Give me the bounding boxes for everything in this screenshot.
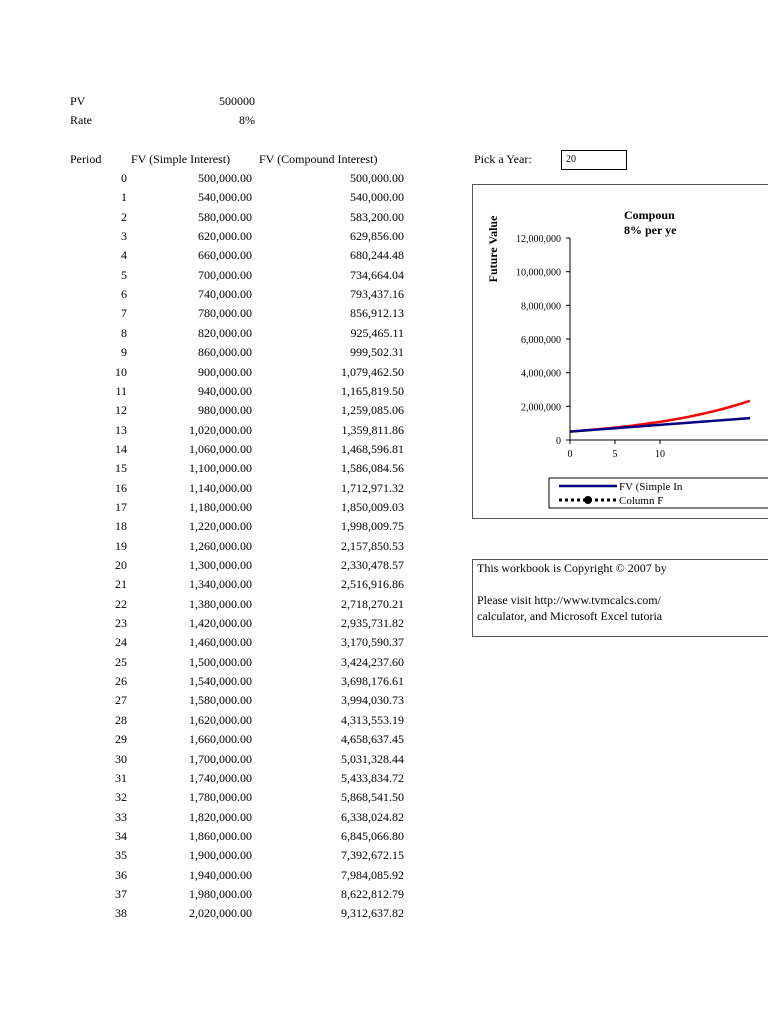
fv-compound-cell[interactable]: 1,165,819.50 — [341, 383, 404, 398]
fv-simple-cell[interactable]: 620,000.00 — [198, 229, 252, 244]
fv-compound-cell[interactable]: 1,998,009.75 — [341, 519, 404, 534]
period-cell[interactable]: 4 — [121, 248, 127, 263]
fv-simple-cell[interactable]: 1,260,000.00 — [189, 538, 252, 553]
fv-compound-cell[interactable]: 999,502.31 — [350, 345, 404, 360]
period-cell[interactable]: 20 — [115, 558, 127, 572]
header-fv-compound: FV (Compound Interest) — [259, 152, 378, 166]
chart-legend[interactable] — [549, 478, 768, 508]
fv-simple-cell[interactable]: 820,000.00 — [198, 325, 252, 340]
fv-compound-cell[interactable]: 7,984,085.92 — [341, 867, 404, 882]
fv-compound-cell[interactable]: 540,000.00 — [350, 190, 404, 205]
table-row — [0, 750, 420, 769]
table-row — [0, 421, 420, 440]
table-row — [0, 633, 420, 652]
fv-chart — [473, 185, 768, 519]
x-axis — [568, 440, 768, 460]
table-row — [0, 208, 420, 227]
period-cell[interactable]: 1 — [121, 190, 127, 205]
fv-compound-cell[interactable]: 1,468,596.81 — [341, 441, 404, 456]
table-row — [0, 691, 420, 710]
pick-year-input[interactable]: 20 — [561, 150, 627, 170]
rate-value[interactable]: 8% — [239, 113, 255, 127]
table-row — [0, 498, 420, 517]
fv-simple-cell[interactable]: 1,540,000.00 — [189, 674, 252, 689]
table-row — [0, 440, 420, 459]
period-cell[interactable]: 33 — [115, 809, 127, 824]
table-row — [0, 382, 420, 401]
table-row — [0, 866, 420, 885]
fv-compound-cell[interactable]: 5,031,328.44 — [341, 751, 404, 766]
period-cell[interactable]: 3 — [121, 229, 127, 244]
fv-table — [0, 169, 420, 929]
fv-simple-cell[interactable]: 1,900,000.00 — [189, 848, 252, 863]
fv-simple-cell[interactable]: 1,140,000.00 — [189, 480, 252, 495]
table-row — [0, 188, 420, 207]
fv-simple-cell[interactable]: 740,000.00 — [198, 287, 252, 302]
period-cell[interactable]: 10 — [115, 364, 127, 379]
y-tick-label: 4,000,000 — [521, 368, 561, 380]
tutorial-line: calculator, and Microsoft Excel tutoria — [477, 609, 663, 623]
table-row — [0, 246, 420, 265]
fv-simple-cell[interactable]: 580,000.00 — [198, 209, 252, 224]
pv-value[interactable]: 500000 — [219, 94, 255, 108]
copyright-line: This workbook is Copyright © 2007 by — [477, 561, 667, 575]
table-row — [0, 266, 420, 285]
header-period: Period — [70, 152, 102, 166]
period-cell[interactable]: 21 — [115, 577, 127, 592]
period-cell[interactable]: 13 — [115, 422, 127, 437]
fv-compound-cell[interactable]: 2,935,731.82 — [341, 616, 404, 631]
table-row — [0, 169, 420, 188]
table-row — [0, 304, 420, 323]
fv-simple-cell[interactable]: 1,740,000.00 — [189, 770, 252, 785]
table-row — [0, 808, 420, 827]
fv-compound-cell[interactable]: 5,868,541.50 — [341, 790, 404, 805]
fv-compound-cell[interactable]: 680,244.48 — [350, 248, 404, 263]
table-row — [0, 401, 420, 420]
period-cell[interactable]: 23 — [115, 616, 127, 631]
table-row — [0, 556, 420, 575]
visit-line[interactable]: Please visit http://www.tvmcalcs.com/ — [477, 593, 661, 607]
period-cell[interactable]: 11 — [115, 383, 127, 398]
table-row — [0, 769, 420, 788]
table-row — [0, 730, 420, 749]
table-row — [0, 363, 420, 382]
fv-simple-cell[interactable]: 860,000.00 — [198, 345, 252, 360]
y-axis-label: Future Value — [486, 215, 500, 283]
fv-compound-cell[interactable]: 3,424,237.60 — [341, 654, 404, 669]
period-cell[interactable]: 18 — [115, 519, 127, 534]
fv-simple-cell[interactable]: 1,380,000.00 — [189, 596, 252, 611]
fv-simple-cell[interactable]: 1,780,000.00 — [189, 790, 252, 805]
period-cell[interactable]: 35 — [115, 848, 127, 863]
y-tick-label: 2,000,000 — [521, 402, 561, 414]
fv-simple-cell[interactable]: 700,000.00 — [198, 267, 252, 282]
fv-compound-cell[interactable]: 1,586,084.56 — [341, 461, 404, 476]
period-cell[interactable]: 0 — [121, 171, 127, 185]
fv-compound-cell[interactable]: 3,170,590.37 — [341, 635, 404, 650]
period-cell[interactable]: 17 — [115, 499, 127, 514]
y-tick-label: 8,000,000 — [521, 301, 561, 313]
table-row — [0, 904, 420, 923]
period-cell[interactable]: 7 — [121, 306, 127, 321]
period-cell[interactable]: 24 — [115, 635, 127, 650]
fv-simple-cell[interactable]: 900,000.00 — [198, 364, 252, 379]
fv-simple-cell[interactable]: 1,980,000.00 — [189, 886, 252, 901]
fv-simple-cell[interactable]: 780,000.00 — [198, 306, 252, 321]
table-row — [0, 788, 420, 807]
fv-simple-cell[interactable]: 1,460,000.00 — [189, 635, 252, 650]
fv-compound-cell[interactable]: 856,912.13 — [350, 306, 404, 321]
fv-compound-cell[interactable]: 4,658,637.45 — [341, 732, 404, 747]
period-cell[interactable]: 28 — [115, 712, 127, 727]
fv-compound-cell[interactable]: 1,359,811.86 — [341, 422, 404, 437]
y-tick-label: 6,000,000 — [521, 335, 561, 346]
fv-simple-cell[interactable]: 1,700,000.00 — [189, 751, 252, 766]
fv-compound-cell[interactable]: 5,433,834.72 — [341, 770, 404, 785]
y-tick-label: 0 — [556, 436, 561, 447]
fv-compound-cell[interactable]: 734,664.04 — [350, 267, 404, 282]
fv-compound-cell[interactable]: 1,079,462.50 — [341, 364, 404, 379]
table-row — [0, 846, 420, 865]
period-cell[interactable]: 15 — [115, 461, 127, 476]
fv-simple-cell[interactable]: 980,000.00 — [198, 403, 252, 418]
fv-simple-cell[interactable]: 1,020,000.00 — [189, 422, 252, 437]
table-row — [0, 614, 420, 633]
x-tick-label: 5 — [612, 449, 618, 460]
fv-simple-cell[interactable]: 500,000.00 — [198, 171, 252, 185]
fv-compound-cell[interactable]: 793,437.16 — [350, 287, 404, 302]
fv-compound-cell[interactable]: 925,465.11 — [350, 325, 404, 340]
table-row — [0, 711, 420, 730]
fv-compound-cell[interactable]: 2,330,478.57 — [341, 558, 404, 572]
fv-compound-cell[interactable]: 583,200.00 — [350, 209, 404, 224]
series-lines — [570, 401, 750, 432]
table-row — [0, 324, 420, 343]
table-row — [0, 595, 420, 614]
period-cell[interactable]: 32 — [115, 790, 127, 805]
table-row — [0, 575, 420, 594]
copyright-note — [472, 559, 768, 637]
fv-compound-cell[interactable]: 629,856.00 — [350, 229, 404, 244]
rate-label: Rate — [70, 113, 92, 127]
period-cell[interactable]: 27 — [115, 693, 127, 708]
period-cell[interactable]: 16 — [115, 480, 127, 495]
fv-simple-cell[interactable]: 660,000.00 — [198, 248, 252, 263]
x-tick-label: 0 — [567, 449, 573, 460]
period-cell[interactable]: 38 — [115, 906, 127, 921]
table-row — [0, 653, 420, 672]
fv-simple-cell[interactable]: 1,060,000.00 — [189, 441, 252, 456]
period-cell[interactable]: 22 — [115, 596, 127, 611]
fv-compound-cell[interactable]: 6,845,066.80 — [341, 828, 404, 843]
fv-simple-cell[interactable]: 1,940,000.00 — [189, 867, 252, 882]
fv-compound-cell[interactable]: 500,000.00 — [350, 171, 404, 185]
fv-simple-cell[interactable]: 1,420,000.00 — [189, 616, 252, 631]
y-tick-label: 10,000,000 — [516, 267, 561, 279]
table-row — [0, 672, 420, 691]
table-row — [0, 343, 420, 362]
fv-compound-cell[interactable]: 3,698,176.61 — [341, 674, 404, 689]
legend-marker-column-f — [584, 496, 592, 504]
fv-compound-cell[interactable]: 2,516,916.86 — [341, 577, 404, 592]
table-row — [0, 537, 420, 556]
legend-label-simple: FV (Simple In — [619, 481, 683, 493]
fv-simple-cell[interactable]: 1,220,000.00 — [189, 519, 252, 534]
fv-simple-cell[interactable]: 1,820,000.00 — [189, 809, 252, 824]
fv-simple-cell[interactable]: 1,860,000.00 — [189, 828, 252, 843]
fv-compound-cell[interactable]: 2,718,270.21 — [341, 596, 404, 611]
chart-title-line1: Compoun — [624, 208, 675, 222]
period-cell[interactable]: 2 — [121, 209, 127, 224]
legend-label-column-f: Column F — [619, 495, 664, 507]
fv-compound-cell[interactable]: 8,622,812.79 — [341, 886, 404, 901]
period-cell[interactable]: 25 — [115, 654, 127, 669]
table-row — [0, 827, 420, 846]
fv-compound-cell[interactable]: 3,994,030.73 — [341, 693, 404, 708]
fv-compound-cell[interactable]: 7,392,672.15 — [341, 848, 404, 863]
chart-title-line2: 8% per ye — [624, 223, 677, 237]
table-row — [0, 227, 420, 246]
table-row — [0, 885, 420, 904]
fv-compound-cell[interactable]: 9,312,637.82 — [341, 906, 404, 921]
fv-compound-cell[interactable]: 1,850,009.03 — [341, 499, 404, 514]
fv-simple-cell[interactable]: 540,000.00 — [198, 190, 252, 205]
period-cell[interactable]: 36 — [115, 867, 127, 882]
period-cell[interactable]: 19 — [115, 538, 127, 553]
fv-simple-cell[interactable]: 1,300,000.00 — [189, 558, 252, 572]
fv-compound-cell[interactable]: 1,712,971.32 — [341, 480, 404, 495]
fv-compound-cell[interactable]: 6,338,024.82 — [341, 809, 404, 824]
period-cell[interactable]: 12 — [115, 403, 127, 418]
fv-simple-cell[interactable]: 2,020,000.00 — [189, 906, 252, 921]
fv-simple-cell[interactable]: 1,620,000.00 — [189, 712, 252, 727]
period-cell[interactable]: 29 — [115, 732, 127, 747]
pick-year-label: Pick a Year: — [474, 152, 532, 166]
period-cell[interactable]: 9 — [121, 345, 127, 360]
fv-compound-cell[interactable]: 2,157,850.53 — [341, 538, 404, 553]
pv-label: PV — [70, 94, 86, 108]
fv-simple-cell[interactable]: 1,580,000.00 — [189, 693, 252, 708]
fv-simple-cell[interactable]: 1,500,000.00 — [189, 654, 252, 669]
y-axis — [516, 234, 570, 447]
period-cell[interactable]: 5 — [121, 267, 127, 282]
chart-area[interactable] — [472, 184, 768, 519]
table-row — [0, 285, 420, 304]
y-tick-label: 12,000,000 — [516, 234, 561, 245]
fv-compound-cell[interactable]: 1,259,085.06 — [341, 403, 404, 418]
fv-simple-cell[interactable]: 940,000.00 — [198, 383, 252, 398]
period-cell[interactable]: 26 — [115, 674, 127, 689]
period-cell[interactable]: 30 — [115, 751, 127, 766]
fv-simple-cell[interactable]: 1,180,000.00 — [189, 499, 252, 514]
table-row — [0, 517, 420, 536]
table-row — [0, 459, 420, 478]
series-line-compound — [570, 401, 750, 432]
period-cell[interactable]: 8 — [121, 325, 127, 340]
series-line-simple — [570, 418, 750, 431]
fv-simple-cell[interactable]: 1,100,000.00 — [189, 461, 252, 476]
period-cell[interactable]: 37 — [115, 886, 127, 901]
table-row — [0, 479, 420, 498]
header-fv-simple: FV (Simple Interest) — [131, 152, 231, 166]
fv-simple-cell[interactable]: 1,660,000.00 — [189, 732, 252, 747]
period-cell[interactable]: 31 — [115, 770, 127, 785]
x-tick-label: 10 — [655, 449, 665, 460]
fv-simple-cell[interactable]: 1,340,000.00 — [189, 577, 252, 592]
period-cell[interactable]: 14 — [115, 441, 127, 456]
period-cell[interactable]: 6 — [121, 287, 127, 302]
fv-compound-cell[interactable]: 4,313,553.19 — [341, 712, 404, 727]
period-cell[interactable]: 34 — [115, 828, 127, 843]
